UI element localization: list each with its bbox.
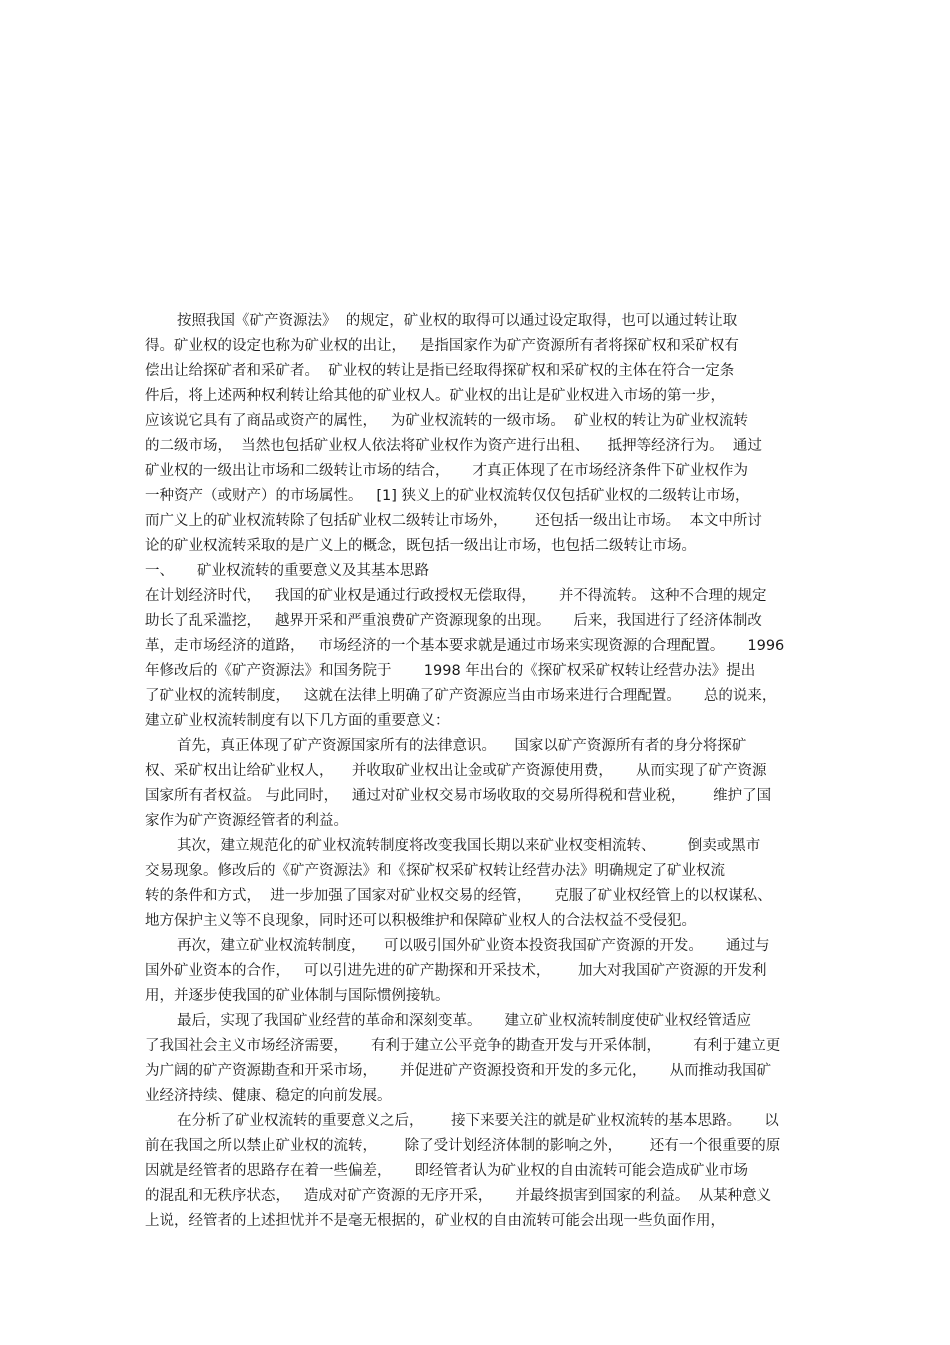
paragraph-line: 矿业权的一级出让市场和二级转让市场的结合， 才真正体现了在市场经济条件下矿业权作为: [145, 463, 749, 479]
paragraph-line: 件后，将上述两种权利转让给其他的矿业权人。矿业权的出让是矿业权进入市场的第一步，: [145, 388, 725, 404]
paragraph-line: 的二级市场， 当然也包括矿业权人依法将矿业权作为资产进行出租、 抵押等经济行为。 通过: [145, 438, 762, 454]
paragraph-line: 在分析了矿业权流转的重要意义之后， 接下来要关注的就是矿业权流转的基本思路。 以: [177, 1113, 779, 1129]
paragraph-line: 最后，实现了我国矿业经营的革命和深刻变革。 建立矿业权流转制度使矿业权经管适应: [177, 1013, 752, 1029]
paragraph-line: 在计划经济时代， 我国的矿业权是通过行政授权无偿取得， 并不得流转。 这种不合理的规定: [145, 588, 767, 604]
paragraph-line: 偿出让给探矿者和采矿者。 矿业权的转让是指已经取得探矿权和采矿权的主体在符合一定条: [145, 363, 735, 379]
paragraph-line: 为广阔的矿产资源勘查和开采市场， 并促进矿产资源投资和开发的多元化， 从而推动我国矿: [145, 1063, 772, 1079]
paragraph-line: 家作为矿产资源经管者的利益。: [145, 813, 348, 829]
paragraph-line: 一种资产（或财产）的市场属性。 [1] 狭义上的矿业权流转仅仅包括矿业权的二级转让市场，: [145, 488, 750, 504]
paragraph-line: 权、采矿权出让给矿业权人， 并收取矿业权出让金或矿产资源使用费， 从而实现了矿产资源: [145, 763, 767, 779]
paragraph-line: 交易现象。修改后的《矿产资源法》和《探矿权采矿权转让经营办法》明确规定了矿业权流: [145, 863, 725, 879]
paragraph-line: 了矿业权的流转制度， 这就在法律上明确了矿产资源应当由市场来进行合理配置。 总的说来，: [145, 688, 777, 704]
paragraph-line: 国家所有者权益。 与此同时， 通过对矿业权交易市场收取的交易所得税和营业税， 维护了国: [145, 788, 772, 804]
paragraph-line: 助长了乱采滥挖， 越界开采和严重浪费矿产资源现象的出现。 后来，我国进行了经济体制改: [145, 613, 762, 629]
paragraph-line: 得。矿业权的设定也称为矿业权的出让， 是指国家作为矿产资源所有者将探矿权和采矿权有: [145, 338, 739, 354]
paragraph-line: 论的矿业权流转采取的是广义上的概念，既包括一级出让市场，也包括二级转让市场。: [145, 538, 696, 554]
paragraph-line: 按照我国《矿产资源法》 的规定，矿业权的取得可以通过设定取得，也可以通过转让取: [177, 313, 738, 329]
paragraph-line: 国外矿业资本的合作， 可以引进先进的矿产勘探和开采技术， 加大对我国矿产资源的开发利: [145, 963, 767, 979]
paragraph-line: 因就是经管者的思路存在着一些偏差， 即经管者认为矿业权的自由流转可能会造成矿业市场: [145, 1163, 749, 1179]
paragraph-line: 建立矿业权流转制度有以下几方面的重要意义：: [145, 713, 450, 729]
paragraph-line: 地方保护主义等不良现象，同时还可以积极维护和保障矿业权人的合法权益不受侵犯。: [145, 913, 696, 929]
paragraph-line: 应该说它具有了商品或资产的属性， 为矿业权流转的一级市场。 矿业权的转让为矿业权流转: [145, 413, 749, 429]
paragraph-line: 上说，经管者的上述担忧并不是毫无根据的，矿业权的自由流转可能会出现一些负面作用，: [145, 1213, 725, 1229]
paragraph-line: 其次，建立规范化的矿业权流转制度将改变我国长期以来矿业权变相流转、 倒卖或黑市: [177, 838, 761, 854]
section-heading: 一、 矿业权流转的重要意义及其基本思路: [145, 563, 430, 579]
paragraph-line: 年修改后的《矿产资源法》和国务院于 1998 年出台的《探矿权采矿权转让经营办法》提出: [145, 663, 756, 679]
paragraph-line: 首先，真正体现了矿产资源国家所有的法律意识。 国家以矿产资源所有者的身分将探矿: [177, 738, 747, 754]
paragraph-line: 用，并逐步使我国的矿业体制与国际惯例接轨。: [145, 988, 450, 1004]
paragraph-line: 了我国社会主义市场经济需要， 有利于建立公平竞争的勘查开发与开采体制， 有利于建立更: [145, 1038, 781, 1054]
paragraph-line: 而广义上的矿业权流转除了包括矿业权二级转让市场外， 还包括一级出让市场。 本文中所讨: [145, 513, 762, 529]
paragraph-line: 革，走市场经济的道路， 市场经济的一个基本要求就是通过市场来实现资源的合理配置。 1996: [145, 638, 785, 654]
paragraph-line: 前在我国之所以禁止矿业权的流转， 除了受计划经济体制的影响之外， 还有一个很重要的原: [145, 1138, 781, 1154]
paragraph-line: 转的条件和方式， 进一步加强了国家对矿业权交易的经管， 克服了矿业权经管上的以权谋私、: [145, 888, 772, 904]
paragraph-line: 的混乱和无秩序状态， 造成对矿产资源的无序开采， 并最终损害到国家的利益。 从某种意义: [145, 1188, 772, 1204]
paragraph-line: 再次，建立矿业权流转制度， 可以吸引国外矿业资本投资我国矿产资源的开发。 通过与: [177, 938, 770, 954]
paragraph-line: 业经济持续、健康、稳定的向前发展。: [145, 1088, 392, 1104]
